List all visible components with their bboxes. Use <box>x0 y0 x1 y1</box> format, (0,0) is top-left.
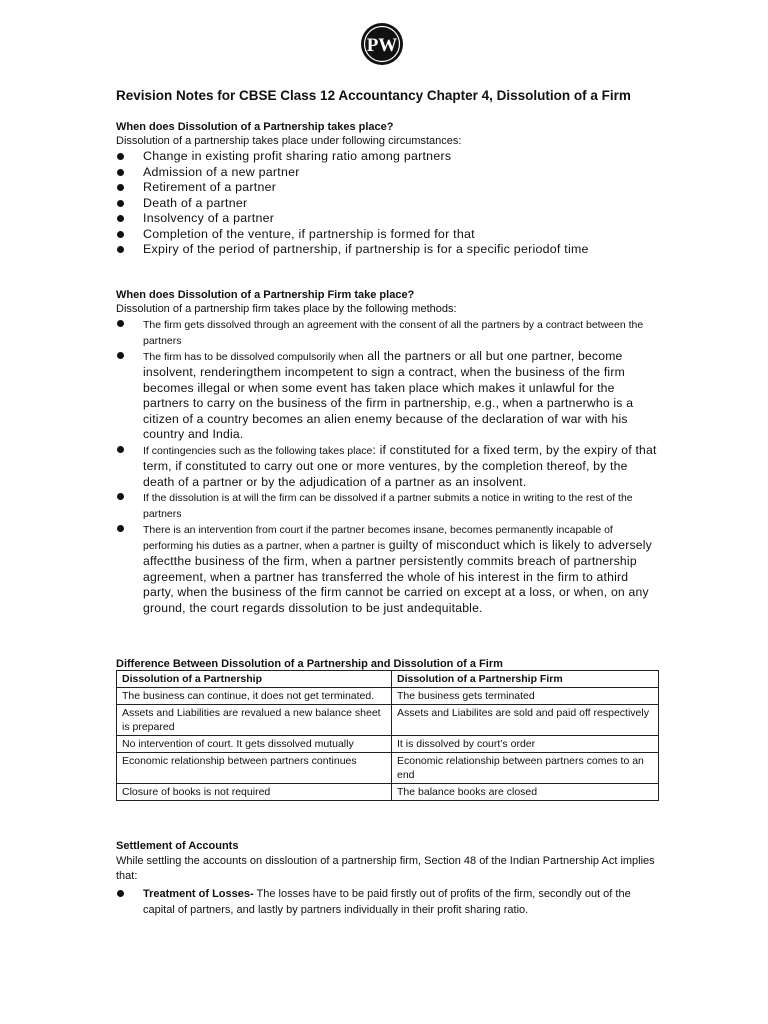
table-cell: Economic relationship between partners comes to an end <box>392 753 659 784</box>
table-row <box>117 784 659 801</box>
page-title: Revision Notes for CBSE Class 12 Accountancy Chapter 4, Dissolution of a Firm <box>116 88 631 103</box>
settlement-list <box>116 886 661 918</box>
table-header-cell: Dissolution of a Partnership Firm <box>392 671 659 688</box>
list-item: Admission of a new partner <box>116 165 661 181</box>
difference-section <box>116 658 661 801</box>
list-item: Change in existing profit sharing ratio among partners <box>116 149 661 165</box>
section-intro: While settling the accounts on dissloution of a partnership firm, Section 48 of the Indian Partnership Act implies that: <box>116 855 655 882</box>
table-cell: The business can continue, it does not get terminated. <box>117 688 392 705</box>
method-list <box>116 317 661 617</box>
table-cell: It is dissolved by court’s order <box>392 736 659 753</box>
term-label: Treatment of Losses- <box>143 888 254 900</box>
list-item: Completion of the venture, if partnership is formed for that <box>116 227 661 243</box>
table-header-cell: Dissolution of a Partnership <box>117 671 392 688</box>
pw-logo <box>360 22 404 66</box>
table-cell: No intervention of court. It gets dissolved mutually <box>117 736 392 753</box>
table-cell: Assets and Liabilites are sold and paid off respectively <box>392 705 659 736</box>
difference-table <box>116 670 659 801</box>
list-item: Expiry of the period of partnership, if partnership is for a specific periodof time <box>116 242 661 258</box>
table-row <box>117 705 659 736</box>
list-item: Treatment of Losses- The losses have to be paid firstly out of profits of the firm, secondly out of the capital of partners, and lastly by partners individually in their profit sharing ratio. <box>116 886 661 918</box>
table-caption: Difference Between Dissolution of a Partnership and Dissolution of a Firm <box>116 658 503 670</box>
list-item: The firm has to be dissolved compulsorily when all the partners or all but one partner, become insolvent, renderingthem incompetent to sign a contract, when the business of the firm becomes illegal or when some event has taken place which makes it unlawful for the partners to carry on the business of the firm in partnership, e.g., when a partnerwho is a citizen of a country becomes an alien enemy because of the declaration of war with his country and India. <box>116 349 661 443</box>
settlement-section <box>116 840 661 918</box>
table-cell: Assets and Liabilities are revalued a new balance sheet is prepared <box>117 705 392 736</box>
list-item: There is an intervention from court if the partner becomes insane, becomes permanently incapable of performing his duties as a partner, when a partner is guilty of misconduct which is likely to adversely affectthe business of the firm, when a partner persistently commits breach of partnership agreement, when a partner has transferred the whole of his interest in the firm to athird party, when the business of the firm cannot be carried on except at a loss, or when, on any ground, the court regards dissolution to be just andequitable. <box>116 522 661 616</box>
list-item: If contingencies such as the following takes place: if constituted for a fixed term, by the expiry of that term, if constituted to carry out one or more ventures, by the completion thereof, by the death of a partner or by the adjudication of a partner as an insolvent. <box>116 443 661 490</box>
section-partnership <box>116 121 661 258</box>
list-item: Death of a partner <box>116 196 661 212</box>
section-heading: When does Dissolution of a Partnership Firm take place? <box>116 289 415 301</box>
section-heading: Settlement of Accounts <box>116 840 239 852</box>
table-cell: The balance books are closed <box>392 784 659 801</box>
section-intro: Dissolution of a partnership firm takes place by the following methods: <box>116 303 457 315</box>
circumstance-list <box>116 149 661 258</box>
section-heading: When does Dissolution of a Partnership takes place? <box>116 121 394 133</box>
table-row <box>117 736 659 753</box>
table-cell: Economic relationship between partners continues <box>117 753 392 784</box>
table-row <box>117 688 659 705</box>
list-item: If the dissolution is at will the firm can be dissolved if a partner submits a notice in writing to the rest of the partners <box>116 490 661 522</box>
section-firm <box>116 289 661 617</box>
section-intro: Dissolution of a partnership takes place under following circumstances: <box>116 135 462 147</box>
table-cell: Closure of books is not required <box>117 784 392 801</box>
table-header-row <box>117 671 659 688</box>
list-item: The firm gets dissolved through an agreement with the consent of all the partners by a contract between the partners <box>116 317 661 349</box>
table-cell: The business gets terminated <box>392 688 659 705</box>
logo-text: PW <box>366 35 398 56</box>
list-item: Retirement of a partner <box>116 180 661 196</box>
table-row <box>117 753 659 784</box>
list-item: Insolvency of a partner <box>116 211 661 227</box>
